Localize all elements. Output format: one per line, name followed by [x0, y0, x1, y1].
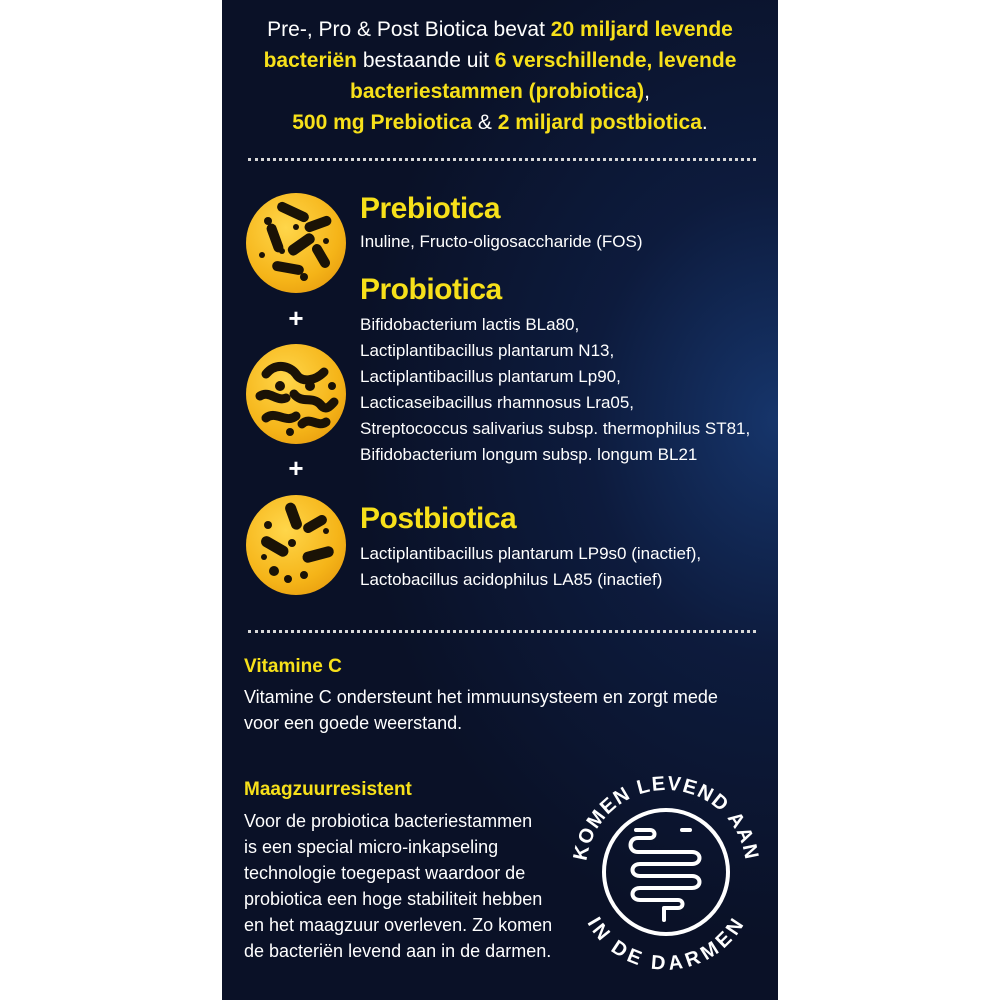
probiotica-item: Bifidobacterium lactis BLa80, [360, 315, 580, 334]
maagzuur-line: technologie toegepast waardoor de [244, 863, 526, 883]
maagzuur-title: Maagzuurresistent [244, 779, 412, 800]
plus-icon: + [288, 453, 304, 483]
plus-icon: + [288, 303, 304, 333]
probiotica-list [360, 312, 750, 468]
intro-text-1: Pre-, Pro & Post Biotica bevat [267, 18, 551, 41]
badge-komen-levend-aan [564, 752, 764, 982]
intro-text-5: . [701, 111, 708, 134]
prebiotica-item: Inuline, Fructo-oligosaccharide (FOS) [360, 232, 643, 251]
vitamine-c-line: Vitamine C ondersteunt het immuunsysteem en zorgt mede [244, 687, 718, 707]
vitamine-c-text [244, 684, 718, 736]
badge-bottom-text [583, 914, 749, 975]
intro-text [222, 14, 778, 138]
intro-highlight-strains: 6 verschillende, levende bacteriestammen (probiotica) [350, 49, 737, 103]
maagzuur-text [244, 808, 552, 964]
probiotica-bacteria-icon [246, 344, 346, 444]
dotted-divider-top [248, 158, 756, 161]
probiotica-item: Lacticaseibacillus rhamnosus Lra05, [360, 393, 635, 412]
maagzuur-line: en het maagzuur overleven. Zo komen [244, 915, 553, 935]
maagzuur-line: is een special micro-inkapseling [244, 837, 499, 857]
probiotica-item: Bifidobacterium longum subsp. longum BL21 [360, 445, 698, 464]
badge-top-text [569, 773, 762, 863]
postbiotica-item: Lactiplantibacillus plantarum LP9s0 (inactief), [360, 544, 702, 563]
vitamine-c-line: voor een goede weerstand. [244, 713, 463, 733]
prebiotica-bacteria-icon [246, 193, 346, 293]
probiotica-item: Streptococcus salivarius subsp. thermophilus ST81, [360, 419, 751, 438]
product-info-panel [222, 0, 778, 1000]
intro-highlight-postbiotica: 2 miljard postbiotica [497, 111, 702, 134]
postbiotica-list [360, 541, 701, 593]
postbiotica-bacteria-icon [246, 495, 346, 595]
dotted-divider-bottom [248, 630, 756, 633]
maagzuur-line: Voor de probiotica bacteriestammen [244, 811, 533, 831]
intro-highlight-bacteria: 20 miljard levende bacteriën [263, 18, 733, 72]
postbiotica-title: Postbiotica [360, 502, 517, 535]
postbiotica-item: Lactobacillus acidophilus LA85 (inactief) [360, 570, 663, 589]
maagzuur-line: probiotica een hoge stabiliteit hebben [244, 889, 543, 909]
intro-text-3: , [644, 80, 650, 103]
intestine-icon [631, 830, 700, 920]
probiotica-item: Lactiplantibacillus plantarum Lp90, [360, 367, 621, 386]
probiotica-item: Lactiplantibacillus plantarum N13, [360, 341, 615, 360]
vitamine-c-title: Vitamine C [244, 656, 342, 677]
intro-text-2: bestaande uit [356, 49, 495, 72]
intro-text-4: & [472, 111, 498, 134]
badge-top-textpath: KOMEN LEVEND AAN [569, 772, 763, 863]
probiotica-title: Probiotica [360, 273, 502, 306]
badge-bottom-textpath: IN DE DARMEN [582, 913, 750, 975]
prebiotica-title: Prebiotica [360, 192, 501, 225]
intro-highlight-prebiotica: 500 mg Prebiotica [292, 111, 472, 134]
maagzuur-line: de bacteriën levend aan in de darmen. [244, 941, 552, 961]
prebiotica-list [360, 229, 643, 255]
